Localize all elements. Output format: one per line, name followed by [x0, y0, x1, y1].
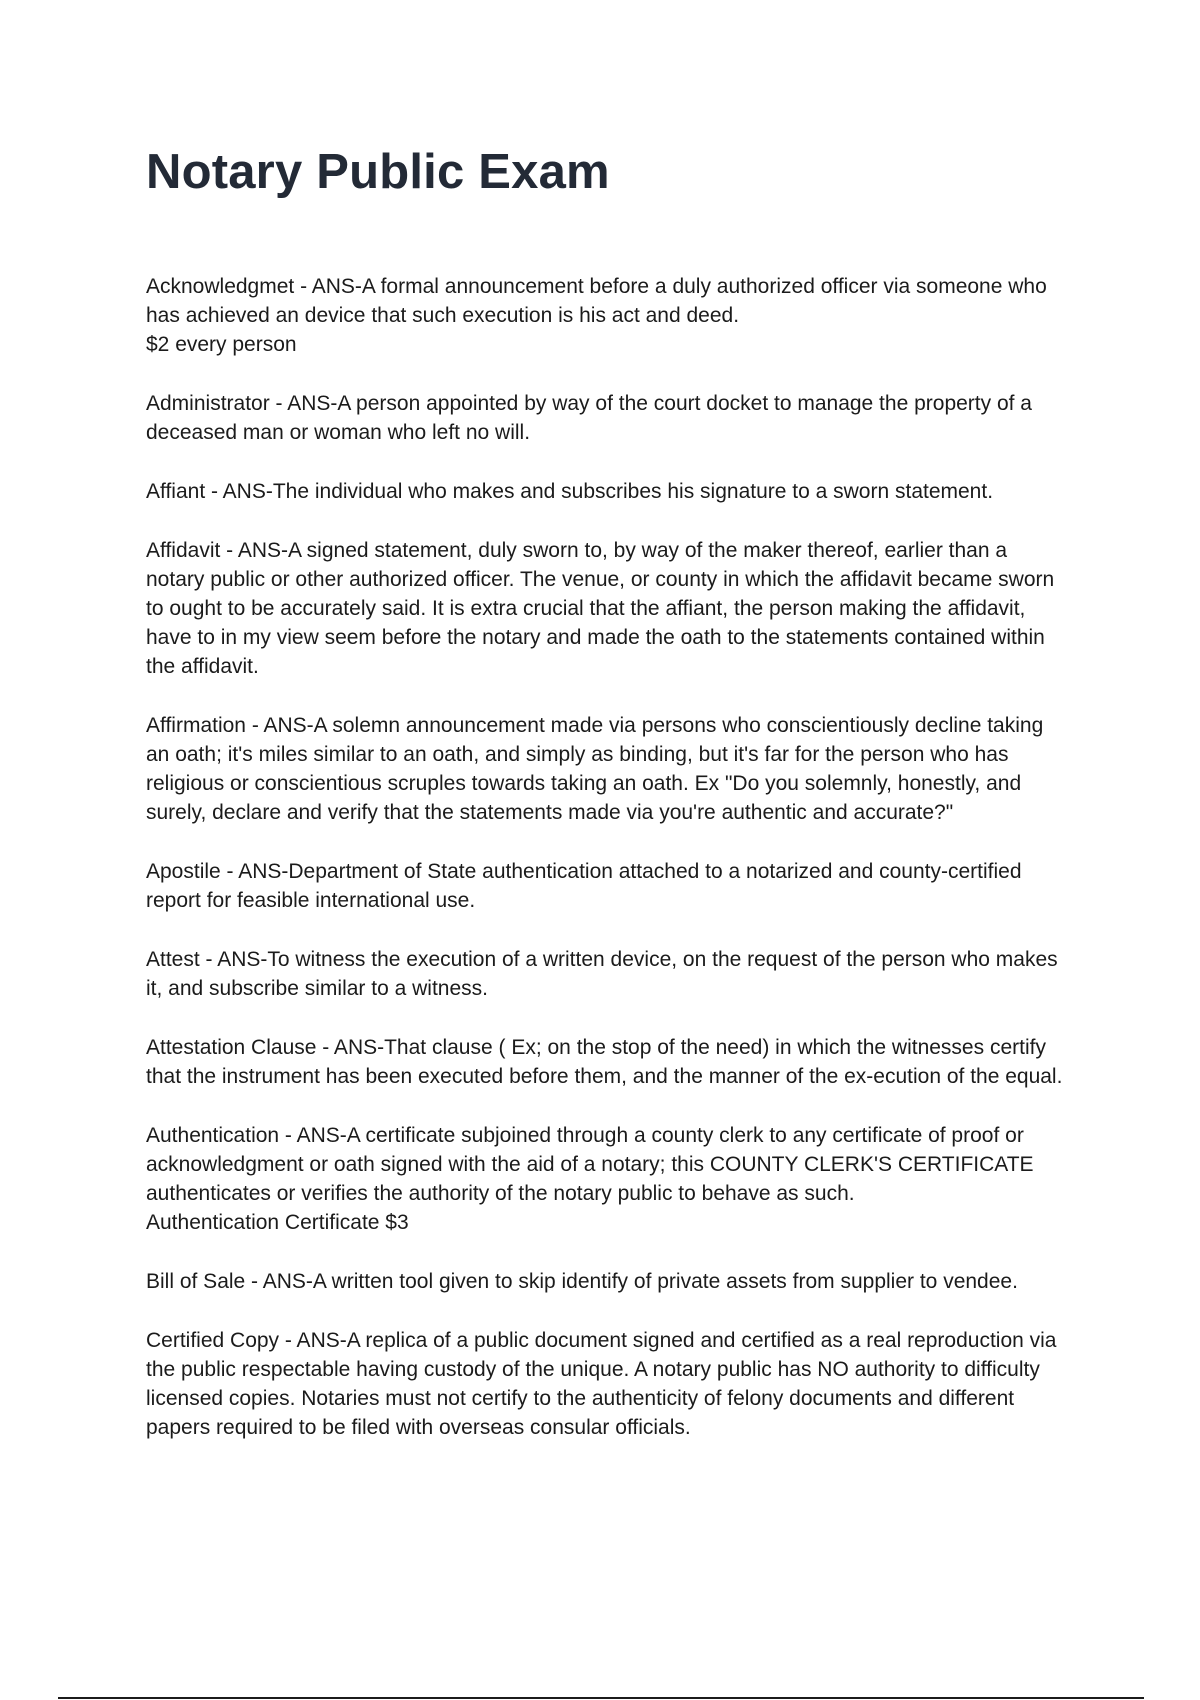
entry-text: Attestation Clause - ANS-That clause ( Ex; on the stop of the need) in which the witnesses certify that the instrument has been executed before them, and the manner of the ex-ecution of the equal.: [146, 1036, 1063, 1088]
entry-attestation-clause: [146, 1033, 1066, 1091]
entry-certified-copy: [146, 1326, 1066, 1442]
entry-text: Authentication - ANS-A certificate subjoined through a county clerk to any certificate of proof or acknowledgment or oath signed with the aid of a notary; this COUNTY CLERK'S CERTIFICATE authenticates or verifies the authority of the notary public to behave as such.: [146, 1124, 1034, 1205]
page-title: Notary Public Exam: [146, 145, 610, 199]
entry-affirmation: [146, 711, 1066, 827]
entry-text: Certified Copy - ANS-A replica of a public document signed and certified as a real reproduction via the public respectable having custody of the unique. A notary public has NO authority to difficulty licensed copies. Notaries must not certify to the authenticity of felony documents and different papers required to be filed with overseas consular officials.: [146, 1329, 1057, 1439]
entry-administrator: [146, 389, 1066, 447]
bottom-divider: [58, 1697, 1144, 1699]
entry-text: Acknowledgmet - ANS-A formal announcement before a duly authorized officer via someone who has achieved an device that such execution is his act and deed.: [146, 275, 1047, 327]
entry-text: Attest - ANS-To witness the execution of a written device, on the request of the person who makes it, and subscribe similar to a witness.: [146, 948, 1058, 1000]
entry-text: Affirmation - ANS-A solemn announcement made via persons who conscientiously decline taking an oath; it's miles similar to an oath, and simply as binding, but it's far for the person who has religious or conscientious scruples towards taking an oath. Ex "Do you solemnly, honestly, and surely, declare and verify that the statements made via you're authentic and accurate?": [146, 714, 1044, 824]
entry-authentication: [146, 1121, 1066, 1237]
entry-text: Affidavit - ANS-A signed statement, duly sworn to, by way of the maker thereof, earlier than a notary public or other authorized officer. The venue, or county in which the affidavit became sworn to ought to be accurately said. It is extra crucial that the affiant, the person making the affidavit, have to in my view seem before the notary and made the oath to the statements contained within the affidavit.: [146, 539, 1055, 678]
entry-text: Administrator - ANS-A person appointed by way of the court docket to manage the property of a deceased man or woman who left no will.: [146, 392, 1032, 444]
entry-apostile: [146, 857, 1066, 915]
entry-attest: [146, 945, 1066, 1003]
entry-acknowledgment: [146, 272, 1066, 359]
entry-text: Affiant - ANS-The individual who makes and subscribes his signature to a sworn statement.: [146, 480, 994, 503]
entry-affiant: [146, 477, 1066, 506]
entry-fee: $2 every person: [146, 333, 297, 356]
entry-bill-of-sale: [146, 1267, 1066, 1296]
entry-text: Bill of Sale - ANS-A written tool given to skip identify of private assets from supplier to vendee.: [146, 1270, 1018, 1293]
entry-fee: Authentication Certificate $3: [146, 1211, 409, 1234]
glossary-entries: [146, 272, 1066, 1472]
entry-affidavit: [146, 536, 1066, 681]
entry-text: Apostile - ANS-Department of State authentication attached to a notarized and county-certified report for feasible international use.: [146, 860, 1022, 912]
